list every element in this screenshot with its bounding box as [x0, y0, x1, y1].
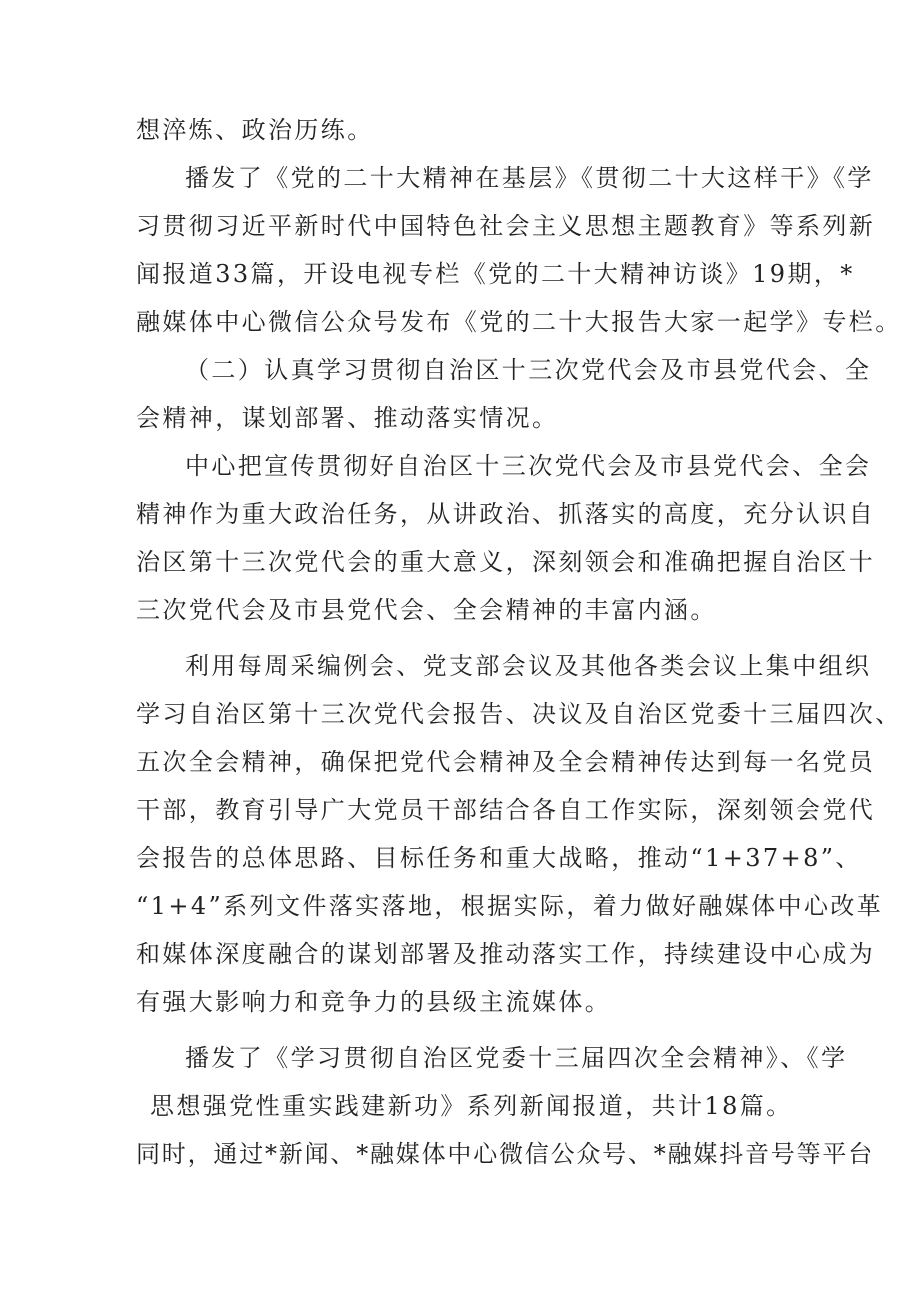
text-line: 想淬炼、政治历练。	[136, 116, 374, 144]
text-line: 学习自治区第十三次党代会报告、决议及自治区党委十三届四次、	[136, 700, 902, 728]
section-heading: （二）认真学习贯彻自治区十三次党代会及市县党代会、全	[185, 356, 872, 384]
section-heading: 会精神，谋划部署、推动落实情况。	[136, 404, 559, 432]
text-line: “1+4”系列文件落实落地，根据实际，着力做好融媒体中心改革	[136, 892, 884, 920]
text-line: 会报告的总体思路、目标任务和重大战略，推动“1+37+8”、	[136, 844, 862, 872]
text-line: 和媒体深度融合的谋划部署及推动落实工作，持续建设中心成为	[136, 940, 876, 968]
text-line: 精神作为重大政治任务，从讲政治、抓落实的高度，充分认识自	[136, 500, 876, 528]
text-line: 融媒体中心微信公众号发布《党的二十大报告大家一起学》专栏。	[136, 308, 902, 336]
text-line: 干部，教育引导广大党员干部结合各自工作实际，深刻领会党代	[136, 796, 876, 824]
text-line: 五次全会精神，确保把党代会精神及全会精神传达到每一名党员	[136, 748, 876, 776]
text-line: 闻报道33篇，开设电视专栏《党的二十大精神访谈》19期，*	[136, 260, 855, 288]
text-line: 有强大影响力和竞争力的县级主流媒体。	[136, 988, 612, 1016]
paragraph-first-line: 利用每周采编例会、党支部会议及其他各类会议上集中组织	[185, 652, 872, 680]
text-line: 习贯彻习近平新时代中国特色社会主义思想主题教育》等系列新	[136, 212, 876, 240]
text-line: 思想强党性重实践建新功》系列新闻报道，共计18篇。	[150, 1092, 793, 1120]
text-line: 治区第十三次党代会的重大意义，深刻领会和准确把握自治区十	[136, 548, 876, 576]
text-line: 同时，通过*新闻、*融媒体中心微信公众号、*融媒抖音号等平台	[136, 1140, 874, 1168]
paragraph-first-line: 播发了《学习贯彻自治区党委十三届四次全会精神》、《学	[185, 1044, 848, 1072]
paragraph-first-line: 播发了《党的二十大精神在基层》《贯彻二十大这样干》《学	[185, 164, 874, 192]
text-line: 三次党代会及市县党代会、全会精神的丰富内涵。	[136, 596, 717, 624]
paragraph-first-line: 中心把宣传贯彻好自治区十三次党代会及市县党代会、全会	[185, 452, 872, 480]
